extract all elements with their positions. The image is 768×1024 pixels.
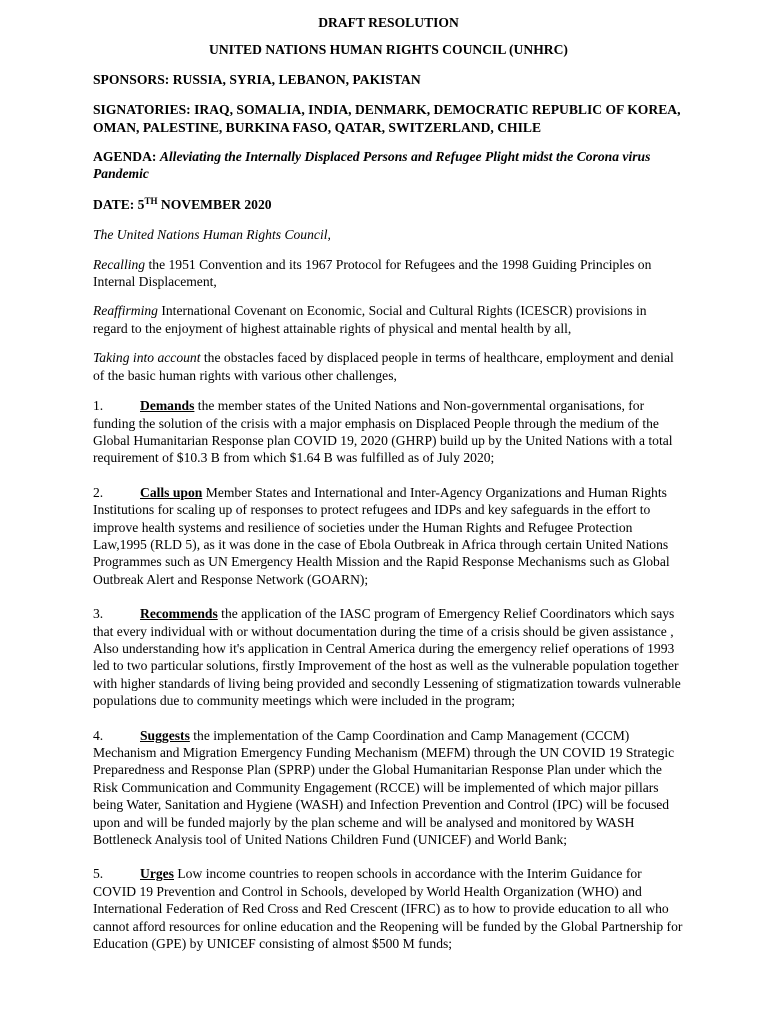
- operative-clause-1: [93, 397, 684, 467]
- operative-verb: Urges: [140, 866, 174, 882]
- operative-verb: Calls upon: [140, 484, 203, 500]
- operative-text: the implementation of the Camp Coordination and Camp Management (CCCM) Mechanism and Migration Emergency Funding Mechanism (MEFM) through the UN COVID 19 Strategic Preparedness and Response Plan (SPRP) under the Global Humanitarian Response Plan under which the Risk Communication and Community Engagement (RCCE) will be implemented of which major pillars being Water, Sanitation and Hygiene (WASH) and Infection Prevention and Control (IPC) will be focused upon and will be funded majorly by the plan scheme and will be analysed and monitored by WASH Bottleneck Analysis tool of United Nations Children Fund (UNICEF) and World Bank;: [93, 727, 675, 848]
- clause-number: 4.: [93, 727, 104, 743]
- agenda-label: AGENDA:: [93, 149, 160, 165]
- document-title: DRAFT RESOLUTION: [318, 15, 459, 30]
- clause-number: 1.: [93, 398, 104, 414]
- sponsors-line: SPONSORS: RUSSIA, SYRIA, LEBANON, PAKISTAN: [93, 71, 421, 87]
- preambulatory-verb: Reaffirming: [93, 303, 158, 319]
- date-suffix: TH: [144, 195, 158, 206]
- preambulatory-text: the obstacles faced by displaced people in terms of healthcare, employment and denial of the basic human rights with various other challenges,: [93, 350, 674, 383]
- date-line: [93, 196, 684, 213]
- agenda-topic: Alleviating the Internally Displaced Persons and Refugee Plight midst the Corona virus Pandemic: [93, 149, 651, 182]
- operative-text: the application of the IASC program of Emergency Relief Coordinators which says that every individual with or without documentation during the time of a crisis should be given assistance , Also understanding how it's application in Central America during the emergency relief operations of 1993 led to two particular solutions, firstly Improvement of the host as well as the vulnerable population together with higher standards of living being provided and secondly Lessening of stigmatization towards vulnerable populations due to community meetings which were included in the program;: [93, 606, 681, 709]
- preambulatory-text: International Covenant on Economic, Social and Cultural Rights (ICESCR) provisions in regard to the enjoyment of highest attainable rights of physical and mental health by all,: [93, 303, 647, 336]
- agenda-line: [93, 148, 684, 183]
- operative-text: the member states of the United Nations and Non-governmental organisations, for funding the solution of the crisis with a major emphasis on Displaced People through the medium of the Global Humanitarian Response plan COVID 19, 2020 (GHRP) build up by the United Nations with a total requirement of $10.3 B from which $1.64 B was fulfilled as of July 2020;: [93, 398, 673, 466]
- operative-clause-3: [93, 605, 684, 709]
- signatories-line: SIGNATORIES: IRAQ, SOMALIA, INDIA, DENMARK, DEMOCRATIC REPUBLIC OF KOREA, OMAN, PALESTINE, BURKINA FASO, QATAR, SWITZERLAND, CHILE: [93, 102, 681, 135]
- preambulatory-verb: Taking into account: [93, 350, 201, 366]
- preambulatory-clause-1: [93, 256, 684, 291]
- operative-text: Low income countries to reopen schools in accordance with the Interim Guidance for COVID 19 Prevention and Control in Schools, developed by World Health Organization (WHO) and International Federation of Red Cross and Red Crescent (IFRC) as to how to provide education to all who cannot afford resources for online education and the Reopening will be funded by the Global Partnership for Education (GPE) by UNICEF consisting of almost $500 M funds;: [93, 866, 683, 952]
- clause-number: 2.: [93, 484, 104, 500]
- operative-clause-2: [93, 484, 684, 588]
- preambulatory-clause-3: [93, 349, 684, 384]
- date-rest: NOVEMBER 2020: [157, 196, 272, 212]
- operative-verb: Suggests: [140, 727, 190, 743]
- council-name: UNITED NATIONS HUMAN RIGHTS COUNCIL (UNHRC): [209, 42, 568, 58]
- date-prefix: DATE: 5: [93, 196, 145, 212]
- preambulatory-verb: Recalling: [93, 256, 146, 272]
- clause-number: 5.: [93, 866, 104, 882]
- clause-number: 3.: [93, 606, 104, 622]
- operative-verb: Recommends: [140, 606, 218, 622]
- operative-clause-4: [93, 727, 684, 849]
- operative-verb: Demands: [140, 398, 195, 414]
- operative-clause-5: [93, 865, 684, 952]
- operative-text: Member States and International and Inter-Agency Organizations and Human Rights Institutions for scaling up of responses to protect refugees and IDPs and key safeguards in the effort to improve health systems and resilience of societies under the Human Rights and Refugee Protection Law,1995 (RLD 5), as it was done in the case of Ebola Outbreak in Africa through certain United Nations Programmes such as UN Emergency Health Mission and the Rapid Response Mechanisms such as Global Outbreak Alert and Response Network (GOARN);: [93, 484, 670, 587]
- preambulatory-text: the 1951 Convention and its 1967 Protocol for Refugees and the 1998 Guiding Principles on Internal Displacement,: [93, 256, 652, 290]
- preamble-intro: The United Nations Human Rights Council,: [93, 227, 331, 243]
- preambulatory-clause-2: [93, 302, 684, 337]
